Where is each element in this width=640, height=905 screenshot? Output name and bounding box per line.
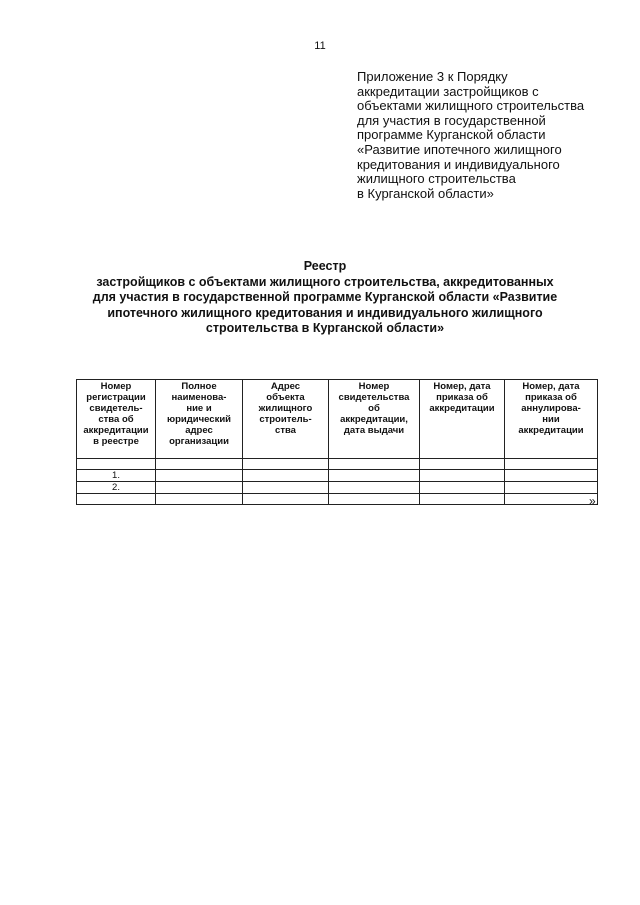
table-cell bbox=[243, 470, 329, 482]
appendix-line: жилищного строительства bbox=[357, 171, 516, 187]
table-cell bbox=[329, 459, 420, 470]
table-cell bbox=[505, 470, 598, 482]
appendix-line: программе Курганской области bbox=[357, 127, 546, 143]
appendix-line: в Курганской области» bbox=[357, 185, 494, 201]
table-cell bbox=[420, 459, 505, 470]
table-row bbox=[77, 482, 598, 494]
appendix-line: «Развитие ипотечного жилищного bbox=[357, 141, 562, 157]
table-header-row bbox=[77, 380, 598, 459]
table-cell bbox=[505, 494, 598, 505]
table-cell bbox=[329, 482, 420, 494]
title-line: застройщиков с объектами жилищного строительства, аккредитованных bbox=[96, 274, 554, 289]
table-cell bbox=[505, 459, 598, 470]
table-cell bbox=[77, 459, 156, 470]
table-cell bbox=[505, 482, 598, 494]
table-cell bbox=[329, 494, 420, 505]
table-row bbox=[77, 494, 598, 505]
table-cell bbox=[420, 470, 505, 482]
table-cell bbox=[243, 482, 329, 494]
table-cell bbox=[243, 459, 329, 470]
table-cell bbox=[329, 470, 420, 482]
title-line: строительства в Курганской области» bbox=[205, 321, 445, 335]
column-header-cancellation-order: Номер, дата приказа об аннулирова- нии аккредитации bbox=[505, 380, 598, 459]
appendix-line: Приложение 3 к Порядку bbox=[357, 69, 508, 84]
title-line: ипотечного жилищного кредитования и индивидуального жилищного bbox=[107, 305, 543, 320]
title-heading: Реестр bbox=[303, 259, 347, 273]
column-header-object-address: Адрес объекта жилищного строитель- ства bbox=[243, 380, 329, 459]
table-cell bbox=[156, 459, 243, 470]
page-number: 11 bbox=[314, 40, 326, 52]
column-header-organization-name: Полное наименова- ние и юридический адрес организации bbox=[156, 380, 243, 459]
document-title bbox=[40, 259, 610, 337]
appendix-line: для участия в государственной bbox=[357, 112, 546, 128]
column-header-accreditation-order: Номер, дата приказа об аккредитации bbox=[420, 380, 505, 459]
table-cell bbox=[420, 494, 505, 505]
registry-table bbox=[76, 379, 598, 505]
table-cell bbox=[156, 482, 243, 494]
table-row bbox=[77, 459, 598, 470]
appendix-line: объектами жилищного строительства bbox=[357, 98, 585, 114]
table-cell: 2. bbox=[77, 482, 156, 494]
closing-quote-mark: ». bbox=[589, 494, 600, 508]
table-cell bbox=[420, 482, 505, 494]
table-cell bbox=[156, 494, 243, 505]
table-cell bbox=[243, 494, 329, 505]
column-header-certificate-number: Номер свидетельства об аккредитации, дата выдачи bbox=[329, 380, 420, 459]
table-cell: 1. bbox=[77, 470, 156, 482]
appendix-line: кредитования и индивидуального bbox=[357, 156, 560, 172]
table-cell bbox=[156, 470, 243, 482]
table-cell bbox=[77, 494, 156, 505]
column-header-registration-number: Номер регистрации свидетель- ства об аккредитации в реестре bbox=[77, 380, 156, 459]
appendix-line: аккредитации застройщиков с bbox=[357, 83, 539, 99]
title-line: для участия в государственной программе Курганской области «Развитие bbox=[92, 290, 558, 304]
table-row bbox=[77, 470, 598, 482]
appendix-note bbox=[357, 70, 627, 201]
